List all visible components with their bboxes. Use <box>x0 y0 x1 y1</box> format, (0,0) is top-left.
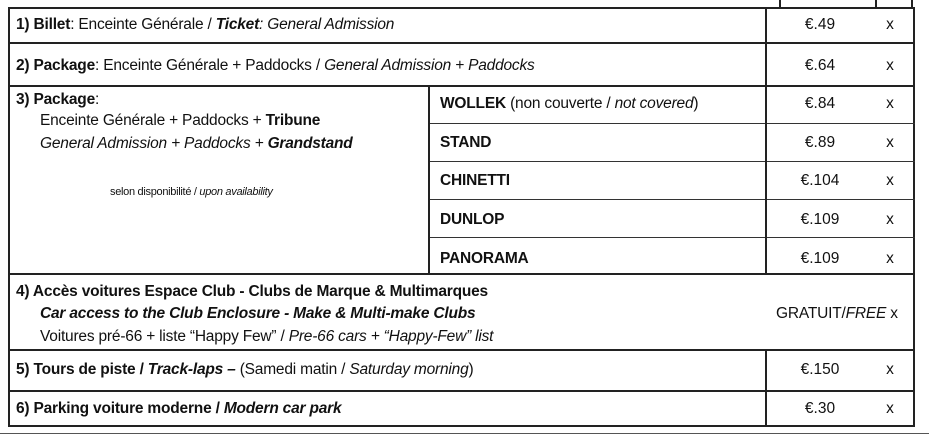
option-chinetti: CHINETTI <box>440 172 510 189</box>
option-divider <box>428 237 915 238</box>
option-chinetti-select-mark[interactable]: x <box>886 172 894 189</box>
row-4-line-3: Voitures pré-66 + liste “Happy Few” / Pre-66 cars + “Happy-Few” list <box>40 328 494 345</box>
row-6-price: €.30 <box>804 400 836 417</box>
option-chinetti-price: €.104 <box>800 172 840 189</box>
row-6-select-mark[interactable]: x <box>886 400 894 417</box>
row-divider <box>8 390 915 392</box>
option-panorama-select-mark[interactable]: x <box>886 250 894 267</box>
row-2-label: 2) Package: Enceinte Générale + Paddocks / General Admission + Paddocks <box>16 57 535 74</box>
option-dunlop-select-mark[interactable]: x <box>886 211 894 228</box>
row-2-select-mark[interactable]: x <box>886 57 894 74</box>
row-4-subtitle: Car access to the Club Enclosure - Make & Multi-make Clubs <box>40 305 476 322</box>
option-wollek-select-mark[interactable]: x <box>886 95 894 112</box>
option-wollek: WOLLEK (non couverte / not covered) <box>440 95 699 112</box>
row-3-label: 3) Package: <box>16 91 100 108</box>
option-panorama: PANORAMA <box>440 250 529 267</box>
row-1-price: €.49 <box>804 16 836 33</box>
option-column-divider <box>428 85 430 275</box>
row-3-availability: selon disponibilité / upon availability <box>110 186 273 198</box>
option-dunlop: DUNLOP <box>440 211 505 228</box>
row-4-price: GRATUIT/FREE x <box>776 305 898 322</box>
row-5-label: 5) Tours de piste / Track-laps – (Samedi matin / Saturday morning) <box>16 361 474 378</box>
option-stand: STAND <box>440 134 492 151</box>
price-column-divider <box>765 349 767 427</box>
row-2-price: €.64 <box>804 57 836 74</box>
row-3-line-2: Enceinte Générale + Paddocks + Tribune <box>40 112 321 129</box>
page-bottom-rule <box>0 433 929 434</box>
row-4-select-mark[interactable]: x <box>886 305 898 322</box>
row-6-label: 6) Parking voiture moderne / Modern car park <box>16 400 342 417</box>
row-4-title: 4) Accès voitures Espace Club - Clubs de Marque & Multimarques <box>16 283 488 300</box>
option-divider <box>428 199 915 200</box>
row-divider <box>8 273 915 275</box>
option-stand-price: €.89 <box>804 134 836 151</box>
option-wollek-price: €.84 <box>804 95 836 112</box>
row-3-line-3: General Admission + Paddocks + Grandstand <box>40 135 353 152</box>
option-panorama-price: €.109 <box>800 250 840 267</box>
row-divider <box>8 85 915 87</box>
row-divider <box>8 349 915 351</box>
row-1-select-mark[interactable]: x <box>886 16 894 33</box>
row-5-select-mark[interactable]: x <box>886 361 894 378</box>
option-divider <box>428 161 915 162</box>
option-divider <box>428 123 915 124</box>
price-column-divider <box>765 7 767 275</box>
option-dunlop-price: €.109 <box>800 211 840 228</box>
row-divider <box>8 42 915 44</box>
row-1-label: 1) Billet: Enceinte Générale / Ticket: General Admission <box>16 16 395 33</box>
option-stand-select-mark[interactable]: x <box>886 134 894 151</box>
row-5-price: €.150 <box>800 361 840 378</box>
